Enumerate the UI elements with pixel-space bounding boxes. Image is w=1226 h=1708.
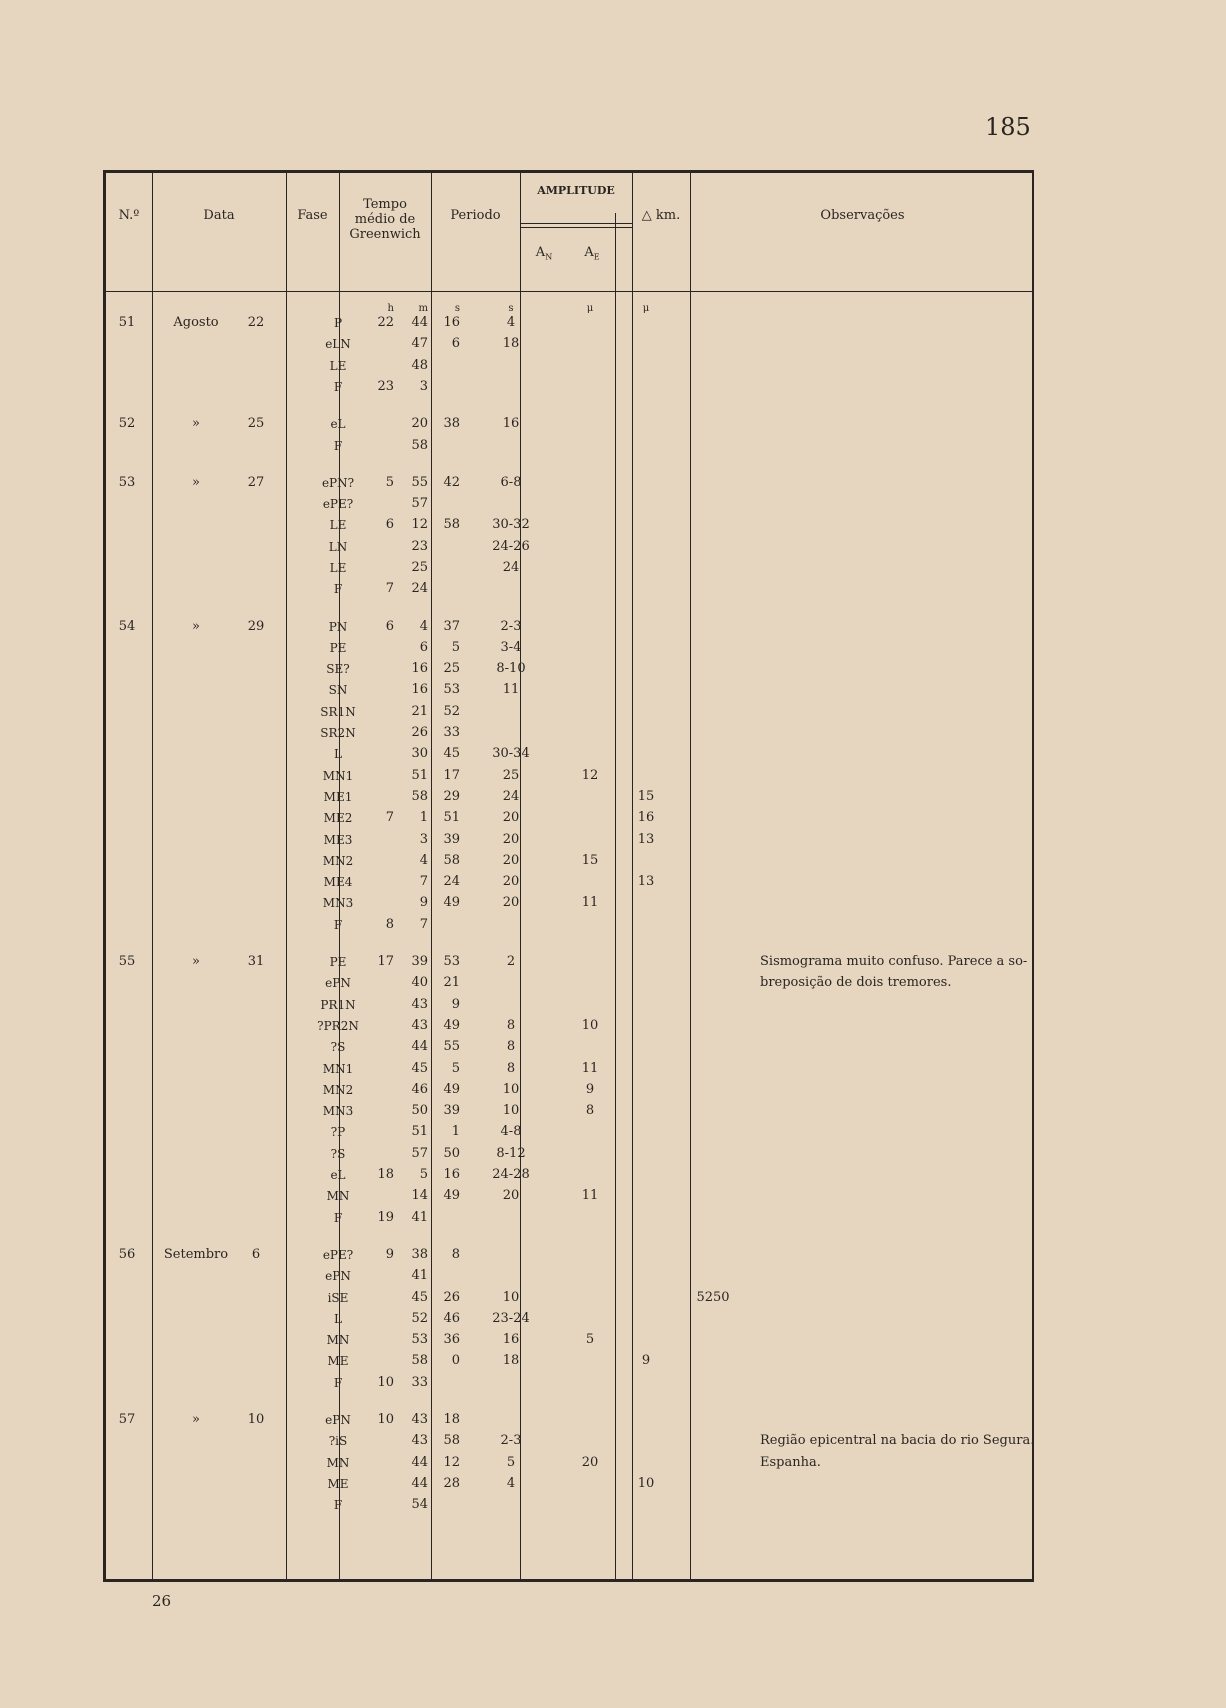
cell-an: 9 [585, 1081, 595, 1097]
cell-fase: MN [326, 1333, 350, 1348]
cell-h: 7 [385, 810, 394, 826]
cell-h: 6 [385, 618, 394, 634]
cell-m: 45 [411, 1289, 428, 1305]
cell-s: 21 [443, 975, 460, 991]
cell-m: 44 [411, 1454, 428, 1470]
cell-m: 47 [411, 336, 428, 352]
cell-per: 4-8 [500, 1124, 522, 1140]
header-ae: $A_E$ [584, 245, 600, 262]
cell-m: 57 [411, 1145, 428, 1161]
cell-per: 18 [502, 1353, 520, 1369]
cell-s: 33 [443, 725, 460, 740]
cell-fase: ME2 [323, 811, 353, 826]
header-an: $A_N$ [535, 245, 553, 262]
cell-fase: ME [327, 1354, 349, 1369]
cell-m: 38 [411, 1246, 428, 1262]
cell-m: 41 [411, 1268, 428, 1284]
cell-s: 17 [443, 767, 460, 783]
cell-m: 7 [419, 874, 428, 890]
cell-no: 52 [118, 416, 136, 432]
cell-obs: breposição de dois tremores. [760, 975, 952, 991]
cell-an: 20 [581, 1454, 599, 1470]
page-number: 185 [985, 113, 1031, 141]
cell-h: 7 [385, 581, 394, 597]
cell-no: 54 [118, 618, 136, 634]
cell-month: » [192, 618, 200, 634]
cell-s: 49 [443, 1017, 460, 1033]
cell-no: 53 [118, 474, 136, 490]
amplitude-rule [520, 227, 632, 228]
cell-m: 16 [411, 661, 428, 677]
cell-m: 1 [419, 810, 428, 826]
cell-per: 10 [502, 1289, 520, 1305]
cell-s: 6 [451, 336, 460, 352]
cell-fase: ME4 [323, 875, 353, 890]
cell-fase: ePE? [322, 497, 354, 512]
cell-m: 51 [411, 1124, 428, 1140]
cell-fase: PE [329, 955, 347, 969]
cell-an: 10 [581, 1017, 599, 1033]
cell-per: 30-34 [492, 746, 530, 762]
cell-m: 44 [411, 315, 428, 330]
cell-s: 36 [443, 1332, 460, 1348]
cell-m: 30 [411, 746, 428, 762]
cell-per: 4 [506, 1475, 516, 1491]
cell-per: 8 [506, 1039, 516, 1055]
cell-per: 10 [502, 1103, 520, 1119]
cell-fase: PN [328, 619, 348, 634]
cell-fase: ?P [330, 1125, 346, 1140]
cell-fase: F [333, 438, 343, 453]
cell-day: 29 [247, 618, 265, 634]
cell-m: 54 [411, 1497, 428, 1513]
cell-s: 18 [443, 1411, 460, 1427]
cell-per: 5 [506, 1454, 516, 1470]
cell-an: 15 [581, 852, 599, 868]
cell-m: 20 [411, 416, 428, 432]
cell-an: 11 [581, 1060, 599, 1076]
cell-m: 52 [411, 1310, 428, 1326]
header-tempo: Tempo médio de Greenwich [349, 197, 421, 242]
cell-obs: Região epicentral na bacia do rio Segura. [760, 1433, 1035, 1449]
cell-m: 6 [419, 639, 428, 655]
header-rule [106, 291, 1032, 292]
cell-km: 5250 [696, 1289, 730, 1305]
cell-per: 8 [506, 1017, 516, 1033]
cell-fase: MN3 [322, 1104, 354, 1119]
cell-h: 23 [377, 378, 394, 394]
cell-fase: MN2 [322, 1082, 354, 1097]
cell-per: 24 [502, 788, 520, 804]
cell-fase: MN [326, 1455, 350, 1470]
cell-per: 11 [502, 682, 520, 698]
cell-m: 4 [419, 618, 428, 634]
cell-s: 37 [443, 618, 460, 634]
cell-ae: 16 [637, 810, 655, 826]
cell-an: 12 [581, 767, 599, 783]
cell-s: 50 [443, 1145, 460, 1161]
cell-an: 11 [581, 1188, 599, 1204]
cell-month: » [192, 474, 200, 490]
cell-s: 28 [443, 1475, 460, 1491]
cell-s: 5 [451, 639, 460, 655]
cell-s: 24 [443, 874, 460, 890]
cell-h: 22 [377, 315, 394, 330]
cell-month: Setembro [163, 1246, 229, 1262]
header-obs: Observações [820, 208, 905, 223]
cell-fase: F [333, 379, 343, 394]
cell-per: 20 [502, 852, 520, 868]
cell-fase: SN [328, 683, 348, 698]
cell-s: 9 [451, 996, 460, 1012]
cell-h: 19 [377, 1209, 394, 1225]
cell-month: » [192, 416, 200, 432]
cell-m: 58 [411, 437, 428, 453]
cell-month: Agosto [173, 315, 219, 330]
cell-per: 10 [502, 1081, 520, 1097]
cell-fase: F [333, 1498, 343, 1513]
cell-fase: PE [329, 640, 347, 655]
cell-obs: Sismograma muito confuso. Parece a so- [760, 954, 1028, 969]
cell-ae: 15 [637, 788, 655, 804]
cell-s: 58 [443, 852, 460, 868]
cell-fase: MN2 [322, 853, 354, 868]
cell-s: 16 [443, 315, 460, 330]
signature-mark: 26 [152, 1592, 172, 1610]
cell-fase: MN1 [322, 768, 354, 783]
cell-m: 55 [411, 474, 428, 490]
cell-m: 43 [411, 996, 428, 1012]
cell-no: 57 [118, 1411, 136, 1427]
cell-h: 17 [377, 954, 394, 969]
cell-h: 9 [385, 1246, 394, 1262]
cell-fase: F [333, 917, 343, 932]
header-data: Data [203, 208, 235, 223]
cell-fase: LN [328, 539, 348, 554]
cell-s: 26 [443, 1289, 460, 1305]
cell-s: 45 [443, 746, 460, 762]
unit-ae: μ [642, 303, 650, 314]
cell-fase: LE [329, 358, 347, 373]
cell-s: 49 [443, 895, 460, 911]
cell-m: 16 [411, 682, 428, 698]
cell-per: 8-12 [496, 1145, 526, 1161]
cell-fase: ePN [325, 1412, 351, 1427]
cell-h: 5 [385, 474, 394, 490]
cell-s: 49 [443, 1188, 460, 1204]
cell-s: 29 [443, 788, 460, 804]
cell-no: 51 [118, 315, 136, 330]
cell-per: 30-32 [492, 517, 530, 533]
cell-fase: PR1N [320, 997, 356, 1012]
cell-per: 20 [502, 895, 520, 911]
cell-per: 2 [506, 954, 516, 969]
cell-s: 39 [443, 831, 460, 847]
unit-m: m [418, 303, 428, 314]
cell-day: 6 [251, 1246, 261, 1262]
header-periodo: Periodo [450, 208, 501, 223]
cell-m: 39 [411, 954, 428, 969]
col-rule [690, 173, 691, 1579]
cell-s: 8 [451, 1246, 460, 1262]
cell-m: 57 [411, 496, 428, 512]
cell-m: 7 [419, 916, 428, 932]
cell-m: 3 [419, 831, 428, 847]
cell-fase: ePE? [322, 1247, 354, 1262]
cell-fase: ME3 [323, 832, 353, 847]
cell-h: 10 [377, 1411, 394, 1427]
cell-fase: eLN [325, 337, 351, 352]
cell-m: 46 [411, 1081, 428, 1097]
cell-per: 23-24 [492, 1310, 530, 1326]
cell-s: 1 [451, 1124, 460, 1140]
header-km: △ km. [641, 208, 681, 223]
cell-fase: SE? [326, 662, 350, 677]
cell-fase: MN [326, 1189, 350, 1204]
header-fase: Fase [297, 208, 328, 223]
cell-fase: eL [330, 1168, 346, 1182]
cell-fase: F [333, 582, 343, 597]
cell-s: 51 [443, 810, 460, 826]
cell-an: 5 [585, 1332, 595, 1348]
cell-m: 43 [411, 1411, 428, 1427]
cell-no: 56 [118, 1246, 136, 1262]
cell-h: 8 [385, 916, 394, 932]
cell-s: 46 [443, 1310, 460, 1326]
cell-s: 52 [443, 703, 460, 719]
cell-per: 20 [502, 810, 520, 826]
cell-fase: MN1 [322, 1061, 354, 1076]
cell-m: 40 [411, 975, 428, 991]
cell-per: 24 [502, 560, 520, 575]
cell-day: 10 [247, 1411, 265, 1427]
cell-s: 55 [443, 1039, 460, 1055]
header-no: N.º [118, 208, 140, 223]
cell-m: 12 [411, 517, 428, 533]
cell-s: 58 [443, 1433, 460, 1449]
cell-s: 53 [443, 682, 460, 698]
cell-no: 55 [118, 954, 136, 969]
cell-m: 26 [411, 725, 428, 740]
cell-h: 10 [377, 1374, 394, 1390]
cell-month: » [192, 954, 200, 969]
cell-s: 38 [443, 416, 460, 432]
cell-s: 39 [443, 1103, 460, 1119]
cell-fase: L [334, 747, 342, 762]
header-amplitude: AMPLITUDE [537, 184, 615, 197]
cell-per: 8-10 [496, 661, 526, 677]
cell-fase: ePN [325, 1269, 351, 1284]
cell-fase: P [333, 316, 343, 330]
cell-m: 53 [411, 1332, 428, 1348]
cell-per: 24-26 [492, 538, 530, 554]
cell-day: 22 [247, 315, 265, 330]
cell-m: 50 [411, 1103, 428, 1119]
cell-per: 4 [506, 315, 516, 330]
cell-m: 45 [411, 1060, 428, 1076]
cell-per: 8 [506, 1060, 516, 1076]
col-rule [152, 173, 153, 1579]
cell-per: 25 [502, 767, 520, 783]
cell-per: 6-8 [500, 474, 522, 490]
cell-fase: F [333, 1210, 343, 1225]
cell-m: 58 [411, 1353, 428, 1369]
cell-fase: ME1 [323, 789, 353, 804]
cell-fase: ?S [330, 1146, 346, 1161]
cell-m: 51 [411, 767, 428, 783]
cell-per: 3-4 [500, 639, 522, 655]
cell-ae: 13 [637, 874, 655, 890]
cell-day: 25 [247, 416, 265, 432]
cell-fase: LE [329, 518, 347, 533]
cell-obs: Espanha. [760, 1454, 821, 1470]
cell-fase: SR2N [320, 726, 356, 740]
cell-m: 48 [411, 357, 428, 373]
cell-fase: LE [329, 561, 347, 575]
cell-per: 24-28 [492, 1167, 530, 1182]
cell-fase: L [334, 1311, 342, 1326]
cell-ae: 10 [637, 1475, 655, 1491]
cell-m: 9 [419, 895, 428, 911]
cell-per: 18 [502, 336, 520, 352]
cell-per: 2-3 [500, 618, 522, 634]
cell-fase: eL [330, 417, 346, 432]
cell-fase: F [333, 1375, 343, 1390]
seismic-table [103, 170, 1034, 1582]
cell-m: 24 [411, 581, 428, 597]
cell-fase: ?PR2N [317, 1018, 359, 1033]
cell-s: 53 [443, 954, 460, 969]
cell-fase: MN3 [322, 896, 354, 911]
cell-m: 23 [411, 538, 428, 554]
cell-ae: 13 [637, 831, 655, 847]
cell-m: 43 [411, 1433, 428, 1449]
cell-m: 33 [411, 1374, 428, 1390]
cell-s: 49 [443, 1081, 460, 1097]
cell-month: » [192, 1411, 200, 1427]
cell-an: 8 [585, 1103, 595, 1119]
cell-per: 16 [502, 416, 520, 432]
cell-fase: SR1N [320, 704, 356, 719]
cell-per: 2-3 [500, 1433, 522, 1449]
cell-s: 25 [443, 661, 460, 677]
cell-ae: 9 [641, 1353, 651, 1369]
cell-s: 16 [443, 1167, 460, 1182]
cell-m: 43 [411, 1017, 428, 1033]
cell-m: 41 [411, 1209, 428, 1225]
cell-per: 20 [502, 874, 520, 890]
cell-fase: ?iS [328, 1434, 348, 1449]
cell-m: 5 [419, 1167, 428, 1182]
cell-fase: ePN [325, 976, 351, 991]
cell-m: 44 [411, 1039, 428, 1055]
cell-m: 44 [411, 1475, 428, 1491]
cell-h: 6 [385, 517, 394, 533]
cell-an: 11 [581, 895, 599, 911]
cell-fase: ?S [330, 1040, 346, 1055]
cell-per: 20 [502, 831, 520, 847]
unit-an: μ [586, 303, 594, 314]
cell-m: 58 [411, 788, 428, 804]
cell-s: 42 [443, 474, 460, 490]
amplitude-rule [520, 223, 632, 224]
col-rule [286, 173, 287, 1579]
cell-per: 16 [502, 1332, 520, 1348]
cell-per: 20 [502, 1188, 520, 1204]
cell-m: 4 [419, 852, 428, 868]
cell-m: 14 [411, 1188, 428, 1204]
cell-h: 18 [377, 1167, 394, 1182]
cell-fase: iSE [327, 1290, 349, 1305]
unit-h: h [387, 303, 394, 314]
cell-day: 27 [247, 474, 265, 490]
unit-s: s [454, 303, 460, 314]
cell-fase: ePN? [321, 475, 355, 490]
cell-s: 58 [443, 517, 460, 533]
unit-per: s [508, 303, 514, 314]
cell-m: 21 [411, 703, 428, 719]
cell-m: 25 [411, 560, 428, 575]
cell-s: 0 [451, 1353, 460, 1369]
cell-fase: ME [327, 1476, 349, 1491]
cell-m: 3 [419, 378, 428, 394]
cell-day: 31 [247, 954, 265, 969]
cell-s: 12 [443, 1454, 460, 1470]
cell-s: 5 [451, 1060, 460, 1076]
